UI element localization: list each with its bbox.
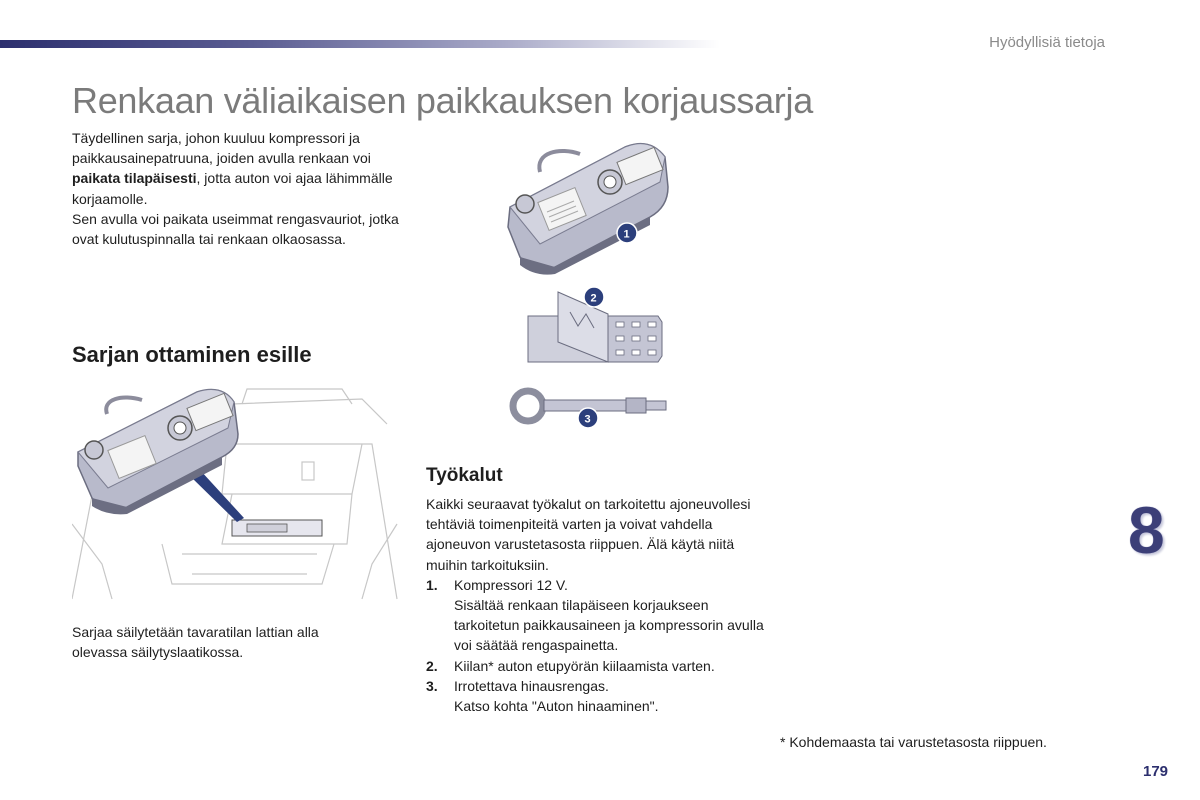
svg-text:2: 2: [590, 292, 597, 305]
tool-number: 3.: [426, 677, 438, 694]
header-gradient-bar: [0, 40, 720, 48]
svg-text:3: 3: [584, 413, 591, 426]
tool-text: Irrotettava hinausrengas.: [454, 677, 609, 694]
storage-caption: Sarjaa säilytetään tavaratilan lattian alla olevassa säilytyslaatikossa.: [72, 624, 319, 661]
tool-number: 1.: [426, 576, 438, 593]
compressor-kit-illustration: [500, 132, 680, 277]
tool-text: Katso kohta "Auton hinaaminen".: [454, 698, 659, 715]
tool-text: Kompressori 12 V.: [454, 576, 568, 593]
intro-bold: paikata tilapäisesti: [72, 170, 197, 187]
tool-item: [426, 676, 766, 716]
tools-heading: Työkalut: [426, 465, 503, 486]
svg-text:1: 1: [623, 228, 630, 241]
tool-item: [426, 575, 766, 656]
tools-intro: Kaikki seuraavat työkalut on tarkoitettu ajoneuvollesi tehtäviä toimenpiteitä varten ja voivat vahdella ajoneuvon varustetasosta riippuen. Älä käytä niitä muihin tarkoituksiin.: [426, 496, 751, 573]
intro-text-3: Sen avulla voi paikata useimmat rengasvauriot, jotka ovat kulutuspinnalla tai renkaan olkaosassa.: [72, 210, 399, 248]
intro-text-2: , jotta auton voi ajaa lähimmälle korjaamolle.: [72, 170, 393, 207]
intro-text-1: Täydellinen sarja, johon kuuluu kompressori ja paikkausainepatruuna, joiden avulla renkaan voi: [72, 130, 371, 167]
chapter-number: 8: [1128, 493, 1165, 567]
badge-1: [617, 223, 637, 243]
tool-text: Sisältää renkaan tilapäiseen korjaukseen tarkoitetun paikkausaineen ja kompressorin avulla voi säätää rengaspainetta.: [454, 597, 764, 654]
storage-heading: Sarjan ottaminen esille: [72, 342, 312, 367]
tool-text: Kiilan* auton etupyörän kiilaamista varten.: [454, 657, 715, 674]
intro-paragraph: [72, 128, 412, 249]
tools-section: [426, 494, 766, 716]
tool-item: [426, 656, 766, 676]
trunk-storage-illustration: [72, 384, 400, 606]
page-number: 179: [1143, 763, 1169, 780]
footnote: * Kohdemaasta tai varustetasosta riippuen.: [780, 734, 1047, 750]
wheel-chock-illustration: [520, 284, 670, 366]
tool-number: 2.: [426, 657, 438, 674]
badge-3: [578, 408, 598, 428]
badge-2: [584, 287, 604, 307]
section-label: Hyödyllisiä tietoja: [989, 34, 1105, 51]
towing-eye-illustration: [508, 385, 673, 431]
page-title: Renkaan väliaikaisen paikkauksen korjaussarja: [72, 80, 813, 121]
